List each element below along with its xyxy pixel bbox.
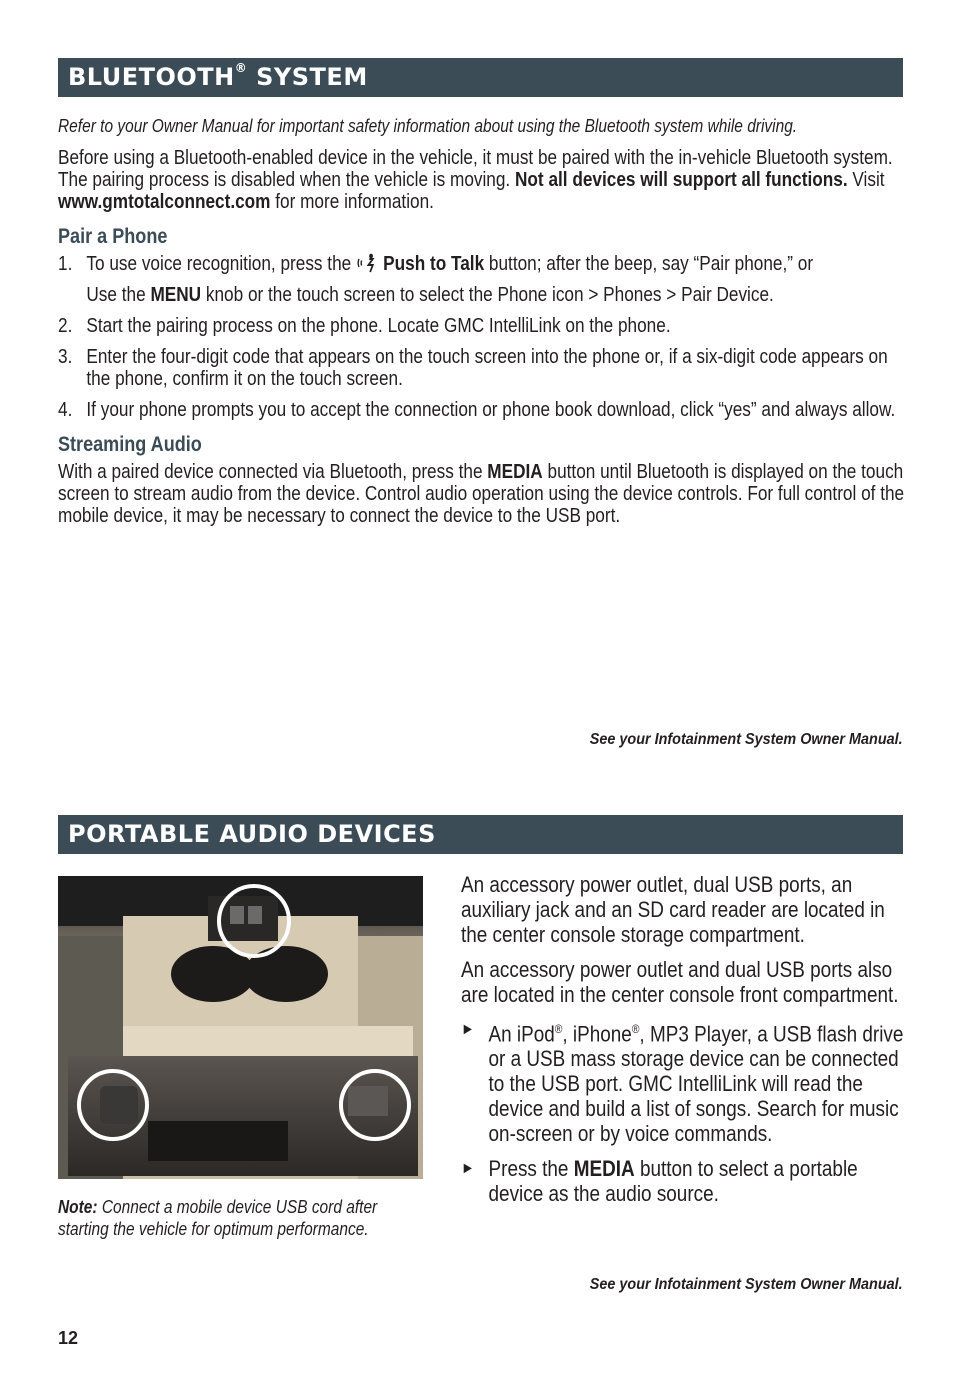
media-button-label: MEDIA	[487, 461, 543, 483]
step-number: 3.	[58, 346, 73, 368]
bullet-arrow-icon: ►	[461, 1021, 475, 1038]
pair-steps-list	[58, 253, 905, 421]
streaming-audio-heading: Streaming Audio	[58, 433, 202, 456]
note-label: Note:	[58, 1197, 98, 1217]
menu-knob-label: MENU	[150, 284, 202, 306]
bullet-arrow-icon: ►	[461, 1160, 475, 1178]
step-number: 4.	[58, 399, 73, 421]
center-console-photo	[58, 876, 423, 1179]
bullet2-post: button to select a portable device as the audio source.	[488, 1156, 858, 1207]
push-to-talk-icon	[356, 253, 378, 273]
pair-phone-heading: Pair a Phone	[58, 225, 168, 248]
intro-visit: Visit	[852, 169, 885, 191]
see-manual-note: See your Infotainment System Owner Manual.	[590, 1276, 903, 1293]
bluetooth-title-main: BLUETOOTH	[68, 63, 235, 91]
registered-mark: ®	[554, 1022, 563, 1036]
note-text: Connect a mobile device USB cord after starting the vehicle for optimum performance.	[58, 1197, 378, 1239]
list-item	[58, 346, 905, 390]
intro-text: Before using a Bluetooth-enabled device in the vehicle, it must be paired with the in-vehicle Bluetooth system. The pairing process is disabled when the vehicle is moving.	[58, 147, 893, 191]
step1-alt-pre: Use the	[86, 284, 146, 306]
see-manual-note: See your Infotainment System Owner Manual.	[590, 731, 903, 748]
step-number: 2.	[58, 315, 73, 337]
list-item	[461, 1017, 904, 1146]
intro-paragraph	[58, 147, 905, 213]
streaming-paragraph	[58, 461, 905, 527]
portable-para2: An accessory power outlet and dual USB ports also are located in the center console front compartment.	[461, 957, 899, 1007]
portable-audio-body	[461, 872, 904, 1216]
page-number: 12	[58, 1328, 79, 1348]
bullet1-b: , iPhone	[562, 1021, 632, 1047]
bullet1-c: , MP3 Player, a USB flash drive or a USB mass storage device can be connected to the USB port. GMC IntelliLink will read the device and build a list of songs. Search for music on-screen or by voice commands.	[488, 1021, 904, 1147]
streaming-post: button until Bluetooth is displayed on the touch screen to stream audio from the device. Control audio operation using the device controls. For full control of the mobile device, it may be necessary to connect the device to the USB port.	[58, 461, 905, 527]
media-button-label: MEDIA	[573, 1156, 635, 1182]
list-item	[58, 253, 905, 306]
step1-alt-post: knob or the touch screen to select the Phone icon > Phones > Pair Device.	[205, 284, 774, 306]
step2-text: Start the pairing process on the phone. Locate GMC IntelliLink on the phone.	[86, 315, 671, 337]
push-to-talk-label: Push to Talk	[383, 253, 485, 275]
portable-para1: An accessory power outlet, dual USB ports, an auxiliary jack and an SD card reader are located in the center console storage compartment.	[461, 872, 885, 947]
bluetooth-title-rest: SYSTEM	[247, 63, 368, 91]
safety-note: Refer to your Owner Manual for important safety information about using the Bluetooth system while driving.	[58, 116, 798, 136]
intro-url[interactable]: www.gmtotalconnect.com	[58, 191, 271, 213]
bluetooth-body	[58, 115, 905, 527]
intro-end: for more information.	[275, 191, 434, 213]
list-item	[58, 315, 905, 337]
registered-mark: ®	[631, 1022, 640, 1036]
registered-mark: ®	[234, 61, 248, 75]
intro-bold: Not all devices will support all functions.	[515, 169, 848, 191]
streaming-pre: With a paired device connected via Bluetooth, press the	[58, 461, 483, 483]
bluetooth-section-header	[58, 58, 903, 97]
list-item	[58, 399, 905, 421]
bullet1-a: An iPod	[488, 1021, 555, 1047]
step1-text-a: To use voice recognition, press the	[86, 253, 352, 275]
step1-alt	[86, 284, 905, 306]
step1-text-b: button; after the beep, say “Pair phone,” or	[488, 253, 814, 275]
bullet2-pre: Press the	[488, 1156, 569, 1182]
step3-text: Enter the four-digit code that appears on the touch screen into the phone or, if a six-digit code appears on the phone, confirm it on the touch screen.	[86, 346, 888, 390]
step-number: 1.	[58, 253, 73, 275]
list-item	[461, 1156, 904, 1206]
portable-audio-section-header: PORTABLE AUDIO DEVICES	[58, 815, 903, 854]
usb-note	[58, 1196, 428, 1240]
step4-text: If your phone prompts you to accept the connection or phone book download, click “yes” and always allow.	[86, 399, 896, 421]
